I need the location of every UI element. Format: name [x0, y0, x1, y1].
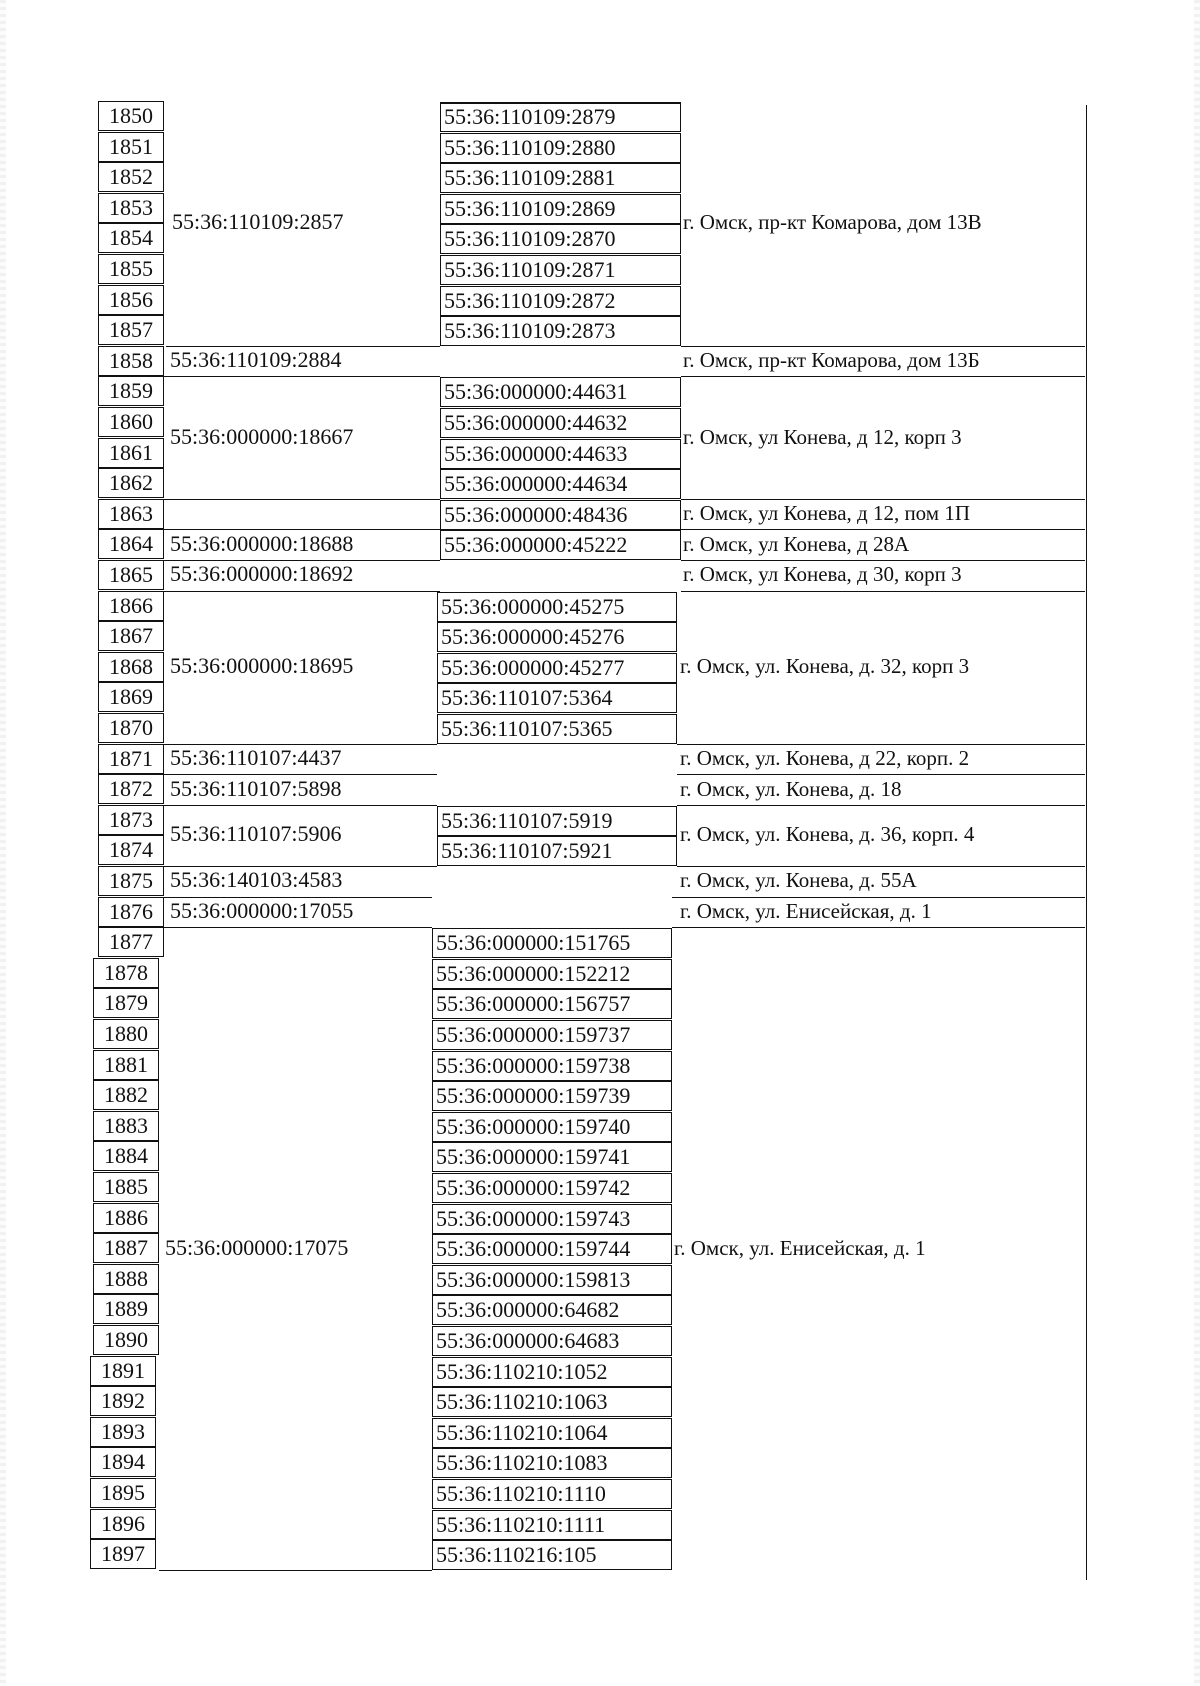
- address-separator: [672, 927, 1085, 928]
- row-number-cell: 1884: [93, 1141, 159, 1171]
- row-number-cell: 1861: [98, 438, 164, 468]
- object-cadastral-cell: 55:36:110109:2871: [440, 255, 681, 285]
- row-number-cell: 1864: [98, 529, 164, 559]
- object-cadastral-cell: 55:36:110107:5365: [437, 714, 677, 744]
- address-separator: [681, 376, 1085, 377]
- object-cadastral-cell: 55:36:110107:5364: [437, 683, 677, 713]
- group-separator: [164, 805, 437, 806]
- row-number-cell: 1863: [98, 499, 164, 529]
- address-text: г. Омск, ул. Конева, д 22, корп. 2: [680, 745, 970, 770]
- group-separator: [164, 591, 440, 592]
- row-number-cell: 1881: [93, 1050, 159, 1080]
- object-cadastral-cell: 55:36:110109:2881: [440, 163, 681, 193]
- row-number-cell: 1870: [98, 713, 164, 743]
- object-cadastral-cell: 55:36:110109:2872: [440, 286, 681, 316]
- object-cadastral-cell: 55:36:000000:159742: [432, 1173, 672, 1203]
- row-number-cell: 1896: [90, 1509, 156, 1539]
- land-cadastral-number: 55:36:110107:5898: [170, 775, 342, 801]
- land-cadastral-number: 55:36:110109:2857: [172, 209, 344, 235]
- object-cadastral-cell: 55:36:000000:44631: [440, 377, 681, 407]
- object-cadastral-cell: 55:36:000000:159741: [432, 1142, 672, 1172]
- object-cadastral-cell: 55:36:110107:5919: [437, 806, 677, 836]
- row-number-cell: 1890: [93, 1325, 159, 1355]
- object-cadastral-cell: 55:36:000000:159813: [432, 1265, 672, 1295]
- object-cadastral-cell: 55:36:000000:159743: [432, 1204, 672, 1234]
- address-text: г. Омск, ул. Конева, д. 32, корп 3: [680, 654, 970, 679]
- object-cadastral-cell: 55:36:000000:159738: [432, 1051, 672, 1081]
- row-number-cell: 1860: [98, 407, 164, 437]
- object-cadastral-cell: 55:36:000000:159744: [432, 1234, 672, 1264]
- row-number-cell: 1872: [98, 774, 164, 804]
- object-cadastral-cell: 55:36:000000:45275: [437, 592, 677, 622]
- address-separator: [677, 805, 1085, 806]
- object-cadastral-cell: 55:36:110210:1063: [432, 1387, 672, 1417]
- object-cadastral-cell: 55:36:110210:1111: [432, 1510, 672, 1540]
- address-text: г. Омск, ул Конева, д 12, пом 1П: [683, 501, 970, 526]
- table-top-border: [440, 103, 681, 104]
- land-cadastral-number: 55:36:000000:18688: [170, 530, 354, 556]
- object-cadastral-cell: 55:36:000000:44633: [440, 439, 681, 469]
- object-cadastral-cell: 55:36:110216:105: [432, 1540, 672, 1570]
- scan-edge-right: [1194, 0, 1200, 1686]
- row-number-cell: 1878: [93, 958, 159, 988]
- object-cadastral-cell: 55:36:110210:1083: [432, 1448, 672, 1478]
- object-cadastral-cell: 55:36:000000:159739: [432, 1081, 672, 1111]
- row-number-cell: 1882: [93, 1080, 159, 1110]
- row-number-cell: 1880: [93, 1019, 159, 1049]
- land-cadastral-number: 55:36:000000:17075: [165, 1234, 349, 1260]
- row-number-cell: 1869: [98, 682, 164, 712]
- address-text: г. Омск, ул. Конева, д. 36, корп. 4: [680, 822, 975, 847]
- object-cadastral-cell: 55:36:110210:1052: [432, 1357, 672, 1387]
- row-number-cell: 1856: [98, 285, 164, 315]
- row-number-cell: 1851: [98, 132, 164, 162]
- address-text: г. Омск, пр-кт Комарова, дом 13В: [683, 210, 982, 235]
- object-cadastral-cell: 55:36:000000:45276: [437, 622, 677, 652]
- row-number-cell: 1897: [90, 1539, 156, 1569]
- object-cadastral-cell: 55:36:110107:5921: [437, 836, 677, 866]
- object-cadastral-cell: 55:36:000000:152212: [432, 959, 672, 989]
- object-cadastral-cell: 55:36:110210:1110: [432, 1479, 672, 1509]
- address-text: г. Омск, ул. Конева, д. 55А: [680, 868, 917, 893]
- row-number-cell: 1879: [93, 988, 159, 1018]
- row-number-cell: 1874: [98, 835, 164, 865]
- row-number-cell: 1886: [93, 1203, 159, 1233]
- row-number-cell: 1888: [93, 1264, 159, 1294]
- table-right-border: [1086, 105, 1087, 1580]
- row-number-cell: 1859: [98, 376, 164, 406]
- land-cadastral-number: 55:36:000000:18695: [170, 653, 354, 679]
- land-cadastral-number: 55:36:000000:17055: [170, 897, 354, 923]
- row-number-cell: 1887: [93, 1233, 159, 1263]
- object-cadastral-cell: 55:36:000000:45277: [437, 653, 677, 683]
- scan-edge-left: [0, 0, 6, 1686]
- object-cadastral-cell: 55:36:000000:44632: [440, 408, 681, 438]
- row-number-cell: 1866: [98, 591, 164, 621]
- row-number-cell: 1889: [93, 1294, 159, 1324]
- address-text: г. Омск, ул Конева, д 12, корп 3: [683, 424, 962, 449]
- address-separator: [681, 591, 1085, 592]
- row-number-cell: 1894: [90, 1447, 156, 1477]
- row-number-cell: 1858: [98, 346, 164, 376]
- row-number-cell: 1871: [98, 744, 164, 774]
- object-cadastral-cell: 55:36:110109:2870: [440, 224, 681, 254]
- row-number-cell: 1885: [93, 1172, 159, 1202]
- row-number-cell: 1852: [98, 162, 164, 192]
- row-number-cell: 1868: [98, 652, 164, 682]
- land-cadastral-number: 55:36:140103:4583: [170, 867, 343, 893]
- row-number-cell: 1895: [90, 1478, 156, 1508]
- address-text: г. Омск, ул. Енисейская, д. 1: [680, 898, 932, 923]
- row-number-cell: 1876: [98, 897, 164, 927]
- row-number-cell: 1865: [98, 560, 164, 590]
- row-number-cell: 1850: [98, 101, 164, 131]
- object-cadastral-cell: 55:36:110109:2880: [440, 133, 681, 163]
- address-text: г. Омск, ул. Енисейская, д. 1: [674, 1235, 926, 1260]
- row-number-cell: 1877: [98, 927, 164, 957]
- object-cadastral-cell: 55:36:000000:159740: [432, 1112, 672, 1142]
- address-text: г. Омск, ул Конева, д 28А: [683, 531, 910, 556]
- group-separator: [164, 376, 440, 377]
- object-cadastral-cell: 55:36:110109:2873: [440, 316, 681, 346]
- land-cadastral-number: 55:36:110107:5906: [170, 821, 342, 847]
- row-number-cell: 1862: [98, 468, 164, 498]
- address-text: г. Омск, ул. Конева, д. 18: [680, 776, 902, 801]
- row-number-cell: 1854: [98, 223, 164, 253]
- object-cadastral-cell: 55:36:000000:64682: [432, 1295, 672, 1325]
- object-cadastral-cell: 55:36:110210:1064: [432, 1418, 672, 1448]
- row-number-cell: 1873: [98, 805, 164, 835]
- address-text: г. Омск, ул Конева, д 30, корп 3: [683, 562, 962, 587]
- land-cadastral-number: 55:36:110107:4437: [170, 744, 342, 770]
- row-number-cell: 1867: [98, 621, 164, 651]
- object-cadastral-cell: 55:36:000000:159737: [432, 1020, 672, 1050]
- object-cadastral-cell: 55:36:000000:64683: [432, 1326, 672, 1356]
- object-cadastral-cell: 55:36:000000:44634: [440, 469, 681, 499]
- address-text: г. Омск, пр-кт Комарова, дом 13Б: [683, 348, 980, 373]
- group-separator: [164, 499, 440, 500]
- land-cadastral-number: 55:36:000000:18667: [170, 423, 354, 449]
- row-number-cell: 1891: [90, 1356, 156, 1386]
- land-cadastral-number: 55:36:000000:18692: [170, 561, 354, 587]
- object-cadastral-cell: 55:36:110109:2879: [440, 102, 681, 132]
- row-number-cell: 1853: [98, 193, 164, 223]
- row-number-cell: 1892: [90, 1386, 156, 1416]
- row-number-cell: 1857: [98, 315, 164, 345]
- group-separator: [159, 1570, 432, 1571]
- land-cadastral-number: 55:36:110109:2884: [170, 347, 342, 373]
- object-cadastral-cell: 55:36:110109:2869: [440, 194, 681, 224]
- object-cadastral-cell: 55:36:000000:151765: [432, 928, 672, 958]
- object-cadastral-cell: 55:36:000000:156757: [432, 989, 672, 1019]
- row-number-cell: 1893: [90, 1417, 156, 1447]
- object-cadastral-cell: 55:36:000000:48436: [440, 500, 681, 530]
- object-cadastral-cell: 55:36:000000:45222: [440, 530, 681, 560]
- row-number-cell: 1855: [98, 254, 164, 284]
- row-number-cell: 1883: [93, 1111, 159, 1141]
- group-separator: [164, 927, 432, 928]
- row-number-cell: 1875: [98, 866, 164, 896]
